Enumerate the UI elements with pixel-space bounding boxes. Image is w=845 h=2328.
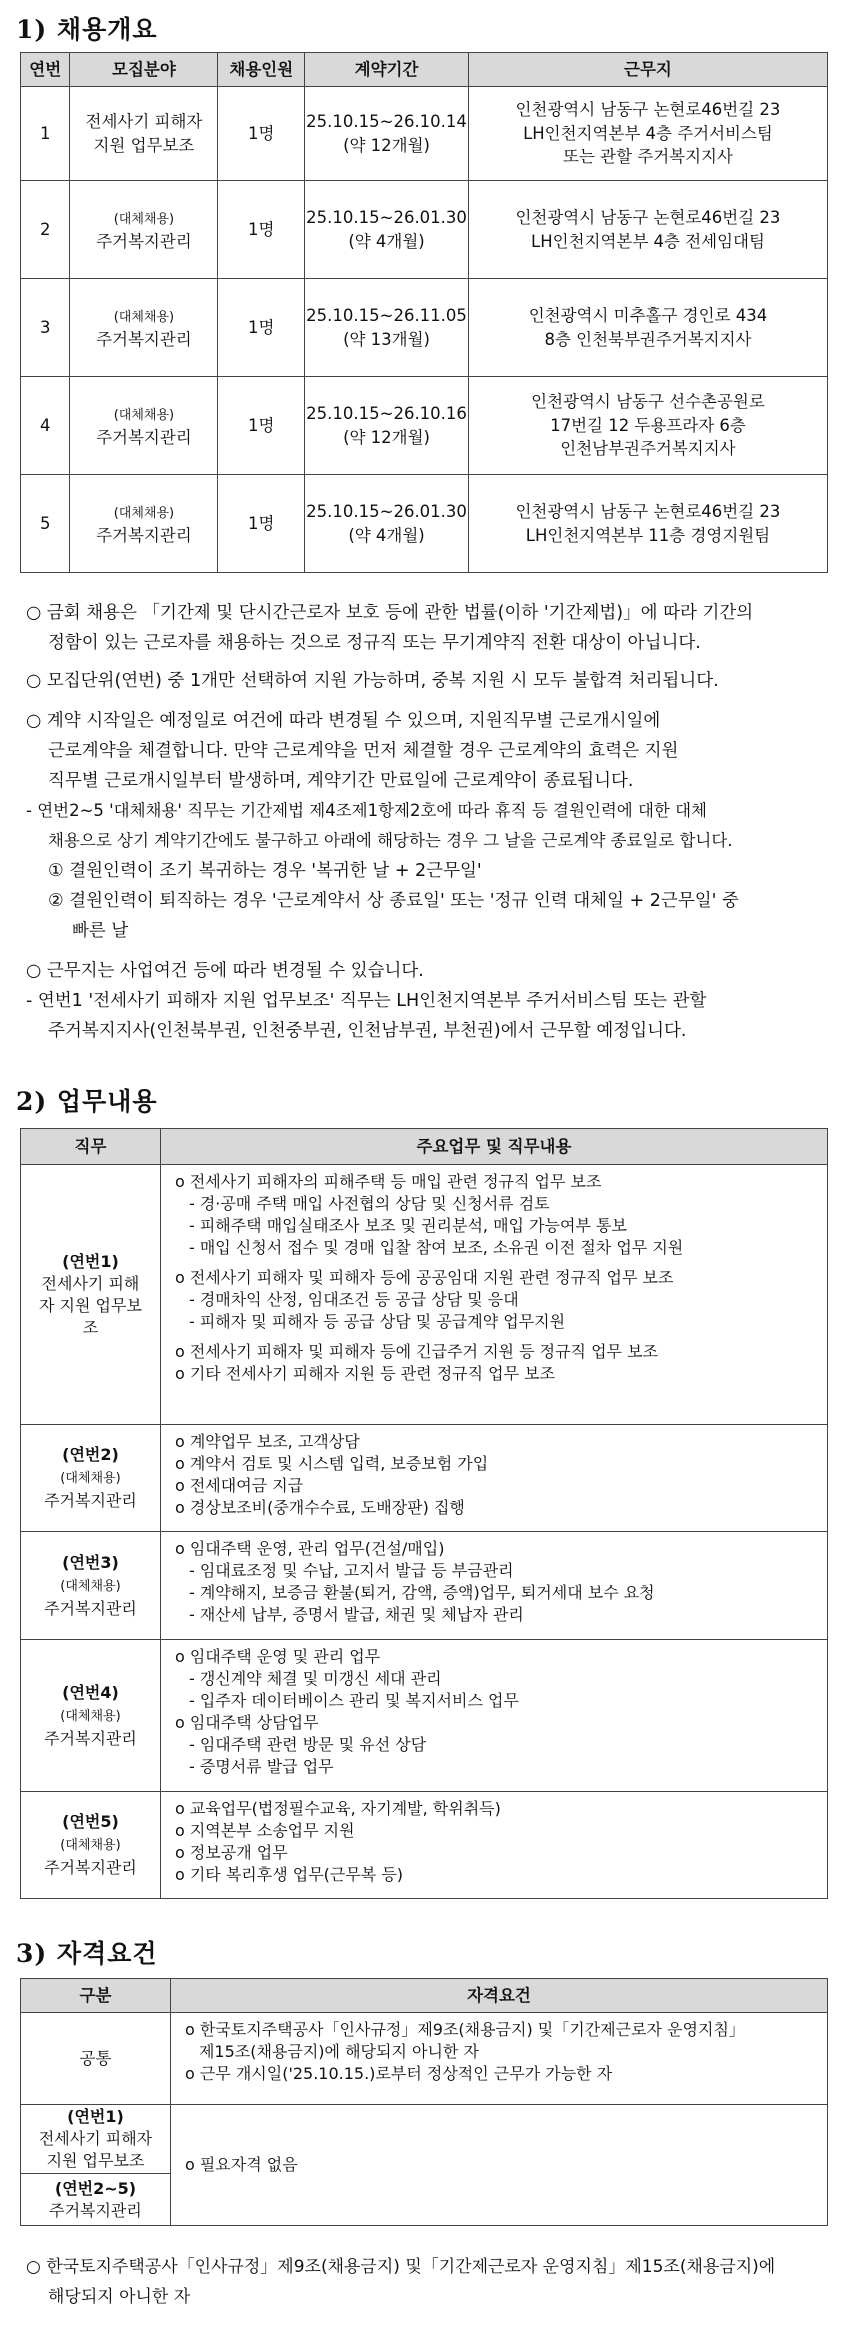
duty-label: (연번5) (대체채용) 주거복지관리 (21, 1792, 161, 1899)
row-field: (대체채용) 주거복지관리 (70, 181, 218, 279)
section-title-overview: 1) 채용개요 (16, 15, 158, 44)
row-field: (대체채용) 주거복지관리 (70, 475, 218, 573)
row-count: 1명 (218, 377, 305, 475)
row-location: 인천광역시 남동구 논현로46번길 23 LH인천지역본부 4층 전세임대팀 (468, 181, 827, 279)
row-field: 전세사기 피해자 지원 업무보조 (70, 87, 218, 181)
duty-content: o 교육업무(법정필수교육, 자기계발, 학위취득) o 지역본부 소송업무 지원 o 정보공개 업무 o 기타 복리후생 업무(근무복 등) (160, 1792, 827, 1899)
qual-label-1: (연번1) 전세사기 피해자 지원 업무보조 (21, 2105, 171, 2174)
table-row (21, 2013, 828, 2105)
footnote-line: 해당되지 아니한 자 (48, 2287, 191, 2307)
header-category: 구분 (21, 1979, 171, 2013)
common-requirements: o 한국토지주택공사「인사규정」제9조(채용금지) 및「기간제근로자 운영지침」 제15조(채용금지)에 해당되지 아니한 자 o 근무 개시일('25.10.15.)로부터 정상적인 근무가 가능한 자 (170, 2013, 827, 2105)
row-location: 인천광역시 남동구 논현로46번길 23 LH인천지역본부 11층 경영지원팀 (468, 475, 827, 573)
qualification-table (20, 1978, 828, 2226)
row-count: 1명 (218, 87, 305, 181)
note-line: ○ 근무지는 사업여건 등에 따라 변경될 수 있습니다. (26, 961, 424, 981)
duty-label: (연번3) (대체채용) 주거복지관리 (21, 1532, 161, 1640)
note-line: 직무별 근로개시일부터 발생하며, 계약기간 만료일에 근로계약이 종료됩니다. (48, 771, 634, 791)
row-count: 1명 (218, 475, 305, 573)
table-row (21, 279, 828, 377)
row-no: 5 (21, 475, 70, 573)
duty-content: o 계약업무 보조, 고객상담 o 계약서 검토 및 시스템 입력, 보증보험 가입 o 전세대여금 지급 o 경상보조비(중개수수료, 도배장판) 집행 (160, 1425, 827, 1532)
header-no: 연번 (21, 53, 70, 87)
note-line: - 연번2~5 '대체채용' 직무는 기간제법 제4조제1항제2호에 따라 휴직 등 결원인력에 대한 대체 (26, 801, 707, 820)
header-count: 채용인원 (218, 53, 305, 87)
note-line: - 연번1 '전세사기 피해자 지원 업무보조' 직무는 LH인천지역본부 주거서비스팀 또는 관할 (26, 991, 707, 1011)
table-row (21, 1425, 828, 1532)
row-no: 2 (21, 181, 70, 279)
note-line: ① 결원인력이 조기 복귀하는 경우 '복귀한 날 + 2근무일' (48, 861, 482, 881)
qual-label-2: (연번2~5) 주거복지관리 (21, 2174, 171, 2226)
table-row (21, 1792, 828, 1899)
note-line: ○ 계약 시작일은 예정일로 여건에 따라 변경될 수 있으며, 지원직무별 근로개시일에 (26, 711, 661, 731)
duty-content: o 임대주택 운영 및 관리 업무 - 갱신계약 체결 및 미갱신 세대 관리 - 입주자 데이터베이스 관리 및 복지서비스 업무 o 임대주택 상담업무 - 임대주택 관련 방문 및 유선 상담 - 증명서류 발급 업무 (160, 1640, 827, 1792)
duty-label: (연번1) 전세사기 피해자 지원 업무보조 (21, 1165, 161, 1425)
row-count: 1명 (218, 181, 305, 279)
table-row (21, 1640, 828, 1792)
table-row (21, 475, 828, 573)
note-line: 채용으로 상기 계약기간에도 불구하고 아래에 해당하는 경우 그 날을 근로계약 종료일로 합니다. (48, 831, 733, 850)
row-no: 1 (21, 87, 70, 181)
row-period: 25.10.15~26.11.05 (약 13개월) (305, 279, 469, 377)
note-line: 빠른 날 (72, 921, 129, 941)
row-period: 25.10.15~26.01.30 (약 4개월) (305, 475, 469, 573)
qual-requirement: o 필요자격 없음 (170, 2105, 827, 2226)
note-line: ○ 모집단위(연번) 중 1개만 선택하여 지원 가능하며, 중복 지원 시 모두 불합격 처리됩니다. (26, 671, 719, 691)
qualification-footnote (26, 2252, 826, 2312)
recruitment-overview-table (20, 52, 828, 573)
note-line: 근로계약을 체결합니다. 만약 근로계약을 먼저 체결할 경우 근로계약의 효력은 지원 (48, 741, 679, 761)
row-period: 25.10.15~26.10.14 (약 12개월) (305, 87, 469, 181)
row-location: 인천광역시 미추홀구 경인로 434 8층 인천북부권주거복지지사 (468, 279, 827, 377)
header-field: 모집분야 (70, 53, 218, 87)
header-location: 근무지 (468, 53, 827, 87)
duty-label: (연번2) (대체채용) 주거복지관리 (21, 1425, 161, 1532)
duty-label: (연번4) (대체채용) 주거복지관리 (21, 1640, 161, 1792)
section-title-duties: 2) 업무내용 (16, 1087, 158, 1116)
note-line: 주거복지지사(인천북부권, 인천중부권, 인천남부권, 부천권)에서 근무할 예정입니다. (48, 1021, 687, 1041)
common-label: 공통 (21, 2013, 171, 2105)
table-row (21, 181, 828, 279)
header-requirement: 자격요건 (170, 1979, 827, 2013)
note-line: ② 결원인력이 퇴직하는 경우 '근로계약서 상 종료일' 또는 '정규 인력 대체일 + 2근무일' 중 (48, 891, 739, 911)
section-title-qualifications: 3) 자격요건 (16, 1939, 158, 1968)
table-row (21, 1165, 828, 1425)
row-field: (대체채용) 주거복지관리 (70, 279, 218, 377)
header-duty: 직무 (21, 1129, 161, 1165)
row-location: 인천광역시 남동구 선수촌공원로 17번길 12 두용프라자 6층 인천남부권주거복지지사 (468, 377, 827, 475)
duty-content: o 전세사기 피해자의 피해주택 등 매입 관련 정규직 업무 보조 - 경·공매 주택 매입 사전협의 상담 및 신청서류 검토 - 피해주택 매입실태조사 보조 및 권리분석, 매입 가능여부 통보 - 매입 신청서 접수 및 경매 입찰 참여 보조, 소유권 이전 절차 업무 지원 o 전세사기 피해자 및 피해자 등에 공공임대 지원 관련 정규직 업무 보조 - 경매차익 산정, 임대조건 등 공급 상담 및 응대 - 피해자 및 피해자 등 공급 상담 및 공급계약 업무지원 o 전세사기 피해자 및 피해자 등에 긴급주거 지원 등 정규직 업무 보조 o 기타 전세사기 피해자 지원 등 관련 정규직 업무 보조 (160, 1165, 827, 1425)
table-row (21, 377, 828, 475)
row-location: 인천광역시 남동구 논현로46번길 23 LH인천지역본부 4층 주거서비스팀 또는 관할 주거복지지사 (468, 87, 827, 181)
row-count: 1명 (218, 279, 305, 377)
table-row (21, 1532, 828, 1640)
row-period: 25.10.15~26.01.30 (약 4개월) (305, 181, 469, 279)
row-period: 25.10.15~26.10.16 (약 12개월) (305, 377, 469, 475)
note-line: 정함이 있는 근로자를 채용하는 것으로 정규직 또는 무기계약직 전환 대상이 아닙니다. (48, 633, 701, 653)
row-no: 4 (21, 377, 70, 475)
footnote-line: ○ 한국토지주택공사「인사규정」제9조(채용금지) 및「기간제근로자 운영지침」제15조(채용금지)에 (26, 2257, 776, 2277)
duty-content: o 임대주택 운영, 관리 업무(건설/매입) - 임대료조정 및 수납, 고지서 발급 등 부금관리 - 계약해지, 보증금 환불(퇴거, 감액, 증액)업무, 퇴거세대 보수 요청 - 재산세 납부, 증명서 발급, 채권 및 체납자 관리 (160, 1532, 827, 1640)
note-line: ○ 금회 채용은 「기간제 및 단시간근로자 보호 등에 관한 법률(이하 '기간제법)」에 따라 기간의 (26, 603, 754, 623)
header-duty-content: 주요업무 및 직무내용 (160, 1129, 827, 1165)
table-row (21, 2105, 828, 2174)
header-period: 계약기간 (305, 53, 469, 87)
row-field: (대체채용) 주거복지관리 (70, 377, 218, 475)
row-no: 3 (21, 279, 70, 377)
overview-notes (26, 598, 826, 1046)
table-row (21, 87, 828, 181)
duties-table (20, 1128, 828, 1899)
